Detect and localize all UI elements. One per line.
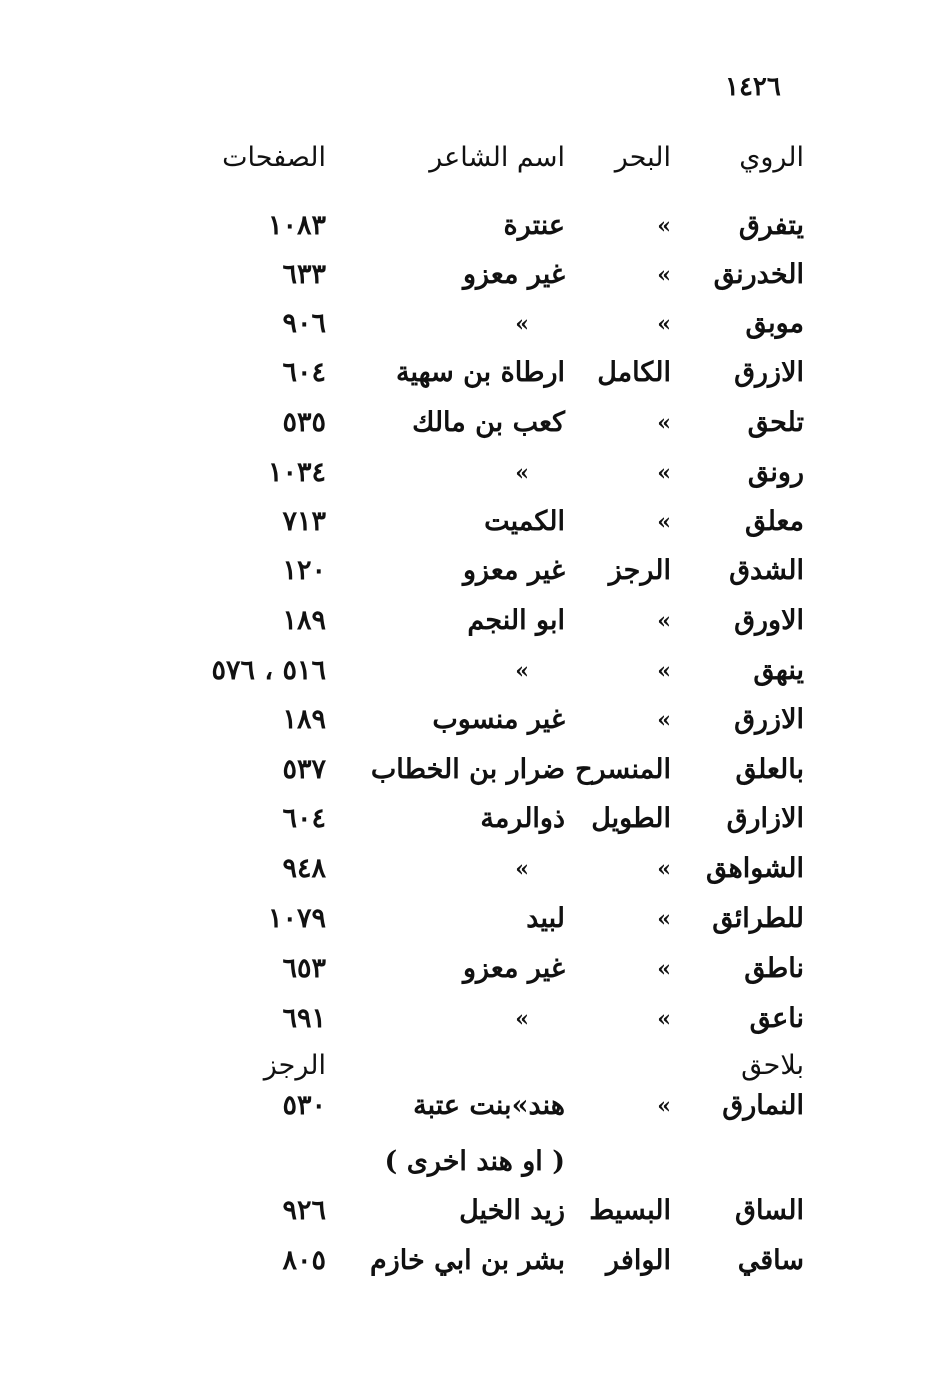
cell-bahr: الطويل xyxy=(591,803,671,834)
cell-bahr: المنسرح xyxy=(575,754,671,785)
cell-pages: ١٢٠ xyxy=(282,555,326,586)
table-row xyxy=(0,897,929,941)
cell-poet: لبيد xyxy=(526,903,565,934)
table-row xyxy=(0,204,929,248)
table-row xyxy=(0,847,929,891)
cell-rawi: ناعق xyxy=(749,1003,804,1034)
cell-pages: ١٨٩ xyxy=(282,704,326,735)
header-rawi: الروي xyxy=(739,142,804,173)
cell-pages: ١٨٩ xyxy=(282,605,326,636)
header-poet: اسم الشاعر xyxy=(429,142,565,173)
cell-poet: الكميت xyxy=(484,506,565,537)
table-header-row xyxy=(0,136,929,180)
cell-rawi: موبق xyxy=(745,308,804,339)
page-number: ١٤٢٦ xyxy=(725,72,781,102)
table-row xyxy=(0,599,929,643)
cell-poet: غير معزو xyxy=(463,555,565,586)
cell-pages: ٥٣٠ xyxy=(282,1090,326,1121)
cell-pages: ٥١٦ ، ٥٧٦ xyxy=(211,655,326,686)
table-row xyxy=(0,500,929,544)
cell-bahr: » xyxy=(657,1093,671,1119)
cell-pages: ١٠٣٤ xyxy=(267,457,326,488)
cell-rawi: الاورق xyxy=(734,605,804,636)
cell-pages: ٩٢٦ xyxy=(282,1195,326,1226)
cell-rawi: رونق xyxy=(747,457,804,488)
cell-rawi: الازارق xyxy=(726,803,804,834)
cell-bahr: » xyxy=(657,509,671,535)
table-row xyxy=(0,302,929,346)
cell-rawi: الازرق xyxy=(734,357,804,388)
table-row xyxy=(0,698,929,742)
cell-pages: ٨٠٥ xyxy=(282,1245,326,1276)
cell-poet: » xyxy=(515,1006,529,1032)
cell-pages: ٧١٣ xyxy=(282,506,326,537)
cell-poet: » xyxy=(515,856,529,882)
cell-rawi: ينهق xyxy=(753,655,804,686)
cell-poet: بشر بن ابي خازم xyxy=(370,1245,565,1276)
cell-bahr: » xyxy=(657,906,671,932)
table-row xyxy=(0,947,929,991)
cell-pages: ٩٤٨ xyxy=(282,853,326,884)
cell-pages: ١٠٧٩ xyxy=(267,903,326,934)
table-row xyxy=(0,549,929,593)
cell-pages: ٦٠٤ xyxy=(282,803,326,834)
cell-pages: ٩٠٦ xyxy=(282,308,326,339)
table-row xyxy=(0,649,929,693)
table-row xyxy=(0,351,929,395)
cell-pages: ٦٣٣ xyxy=(282,259,326,290)
cell-poet: » xyxy=(515,658,529,684)
cell-poet: زيد الخيل xyxy=(459,1195,565,1226)
header-pages: الصفحات xyxy=(222,142,326,173)
cell-poet: غير معزو xyxy=(463,259,565,290)
cell-poet: » xyxy=(515,460,529,486)
cell-rawi: بالعلق xyxy=(735,754,804,785)
table-row xyxy=(0,1239,929,1283)
cell-pages: ٥٣٥ xyxy=(282,407,326,438)
cell-rawi: للطرائق xyxy=(712,903,804,934)
cell-bahr: الوافر xyxy=(606,1245,671,1276)
cell-pages: ٥٣٧ xyxy=(282,754,326,785)
cell-bahr: الكامل xyxy=(597,357,671,388)
cell-bahr: » xyxy=(657,460,671,486)
cell-rawi: الازرق xyxy=(734,704,804,735)
cell-pages: ١٠٨٣ xyxy=(267,210,326,241)
table-row xyxy=(0,1084,929,1128)
cell-rawi: بلاحق xyxy=(741,1050,804,1081)
table-row xyxy=(0,253,929,297)
cell-poet: ذوالرمة xyxy=(480,803,565,834)
cell-poet: » xyxy=(515,311,529,337)
table-row xyxy=(0,748,929,792)
cell-pages: ٦٩١ xyxy=(282,1003,326,1034)
cell-poet: ارطاة بن سهية xyxy=(396,357,565,388)
cell-rawi: ناطق xyxy=(744,953,804,984)
cell-bahr: » xyxy=(657,707,671,733)
cell-rawi: الشواهق xyxy=(705,853,804,884)
cell-poet: عنترة xyxy=(503,210,565,241)
table-row xyxy=(0,1044,929,1088)
cell-bahr: » xyxy=(657,658,671,684)
cell-rawi: النمارق xyxy=(722,1090,804,1121)
cell-rawi: الساق xyxy=(735,1195,804,1226)
cell-bahr: » xyxy=(657,856,671,882)
cell-bahr: البسيط xyxy=(589,1195,671,1226)
cell-rawi: تلحق xyxy=(747,407,804,438)
header-bahr: البحر xyxy=(614,142,671,173)
cell-bahr: الرجز xyxy=(608,555,671,586)
poet-alternate-note: ( او هند اخرى ) xyxy=(384,1146,565,1177)
cell-pages: ٦٥٣ xyxy=(282,953,326,984)
cell-bahr: » xyxy=(657,1006,671,1032)
cell-poet: هند»بنت عتبة xyxy=(413,1090,565,1121)
cell-rawi: معلق xyxy=(745,506,804,537)
cell-rawi: الخدرنق xyxy=(713,259,804,290)
cell-bahr: » xyxy=(657,410,671,436)
cell-pages: الرجز xyxy=(263,1050,326,1081)
cell-poet: غير منسوب xyxy=(432,704,565,735)
cell-rawi: الشدق xyxy=(729,555,804,586)
cell-poet: كعب بن مالك xyxy=(412,407,565,438)
cell-pages: ٦٠٤ xyxy=(282,357,326,388)
cell-bahr: » xyxy=(657,311,671,337)
cell-poet: ضرار بن الخطاب xyxy=(370,754,565,785)
table-row xyxy=(0,797,929,841)
table-row xyxy=(0,451,929,495)
cell-bahr: » xyxy=(657,213,671,239)
cell-poet: ابو النجم xyxy=(467,605,565,636)
cell-rawi: ساقي xyxy=(737,1245,804,1276)
table-row xyxy=(0,401,929,445)
cell-poet: غير معزو xyxy=(463,953,565,984)
table-row xyxy=(0,1189,929,1233)
cell-bahr: » xyxy=(657,608,671,634)
cell-bahr: » xyxy=(657,956,671,982)
cell-rawi: يتفرق xyxy=(738,210,804,241)
cell-bahr: » xyxy=(657,262,671,288)
table-row xyxy=(0,997,929,1041)
